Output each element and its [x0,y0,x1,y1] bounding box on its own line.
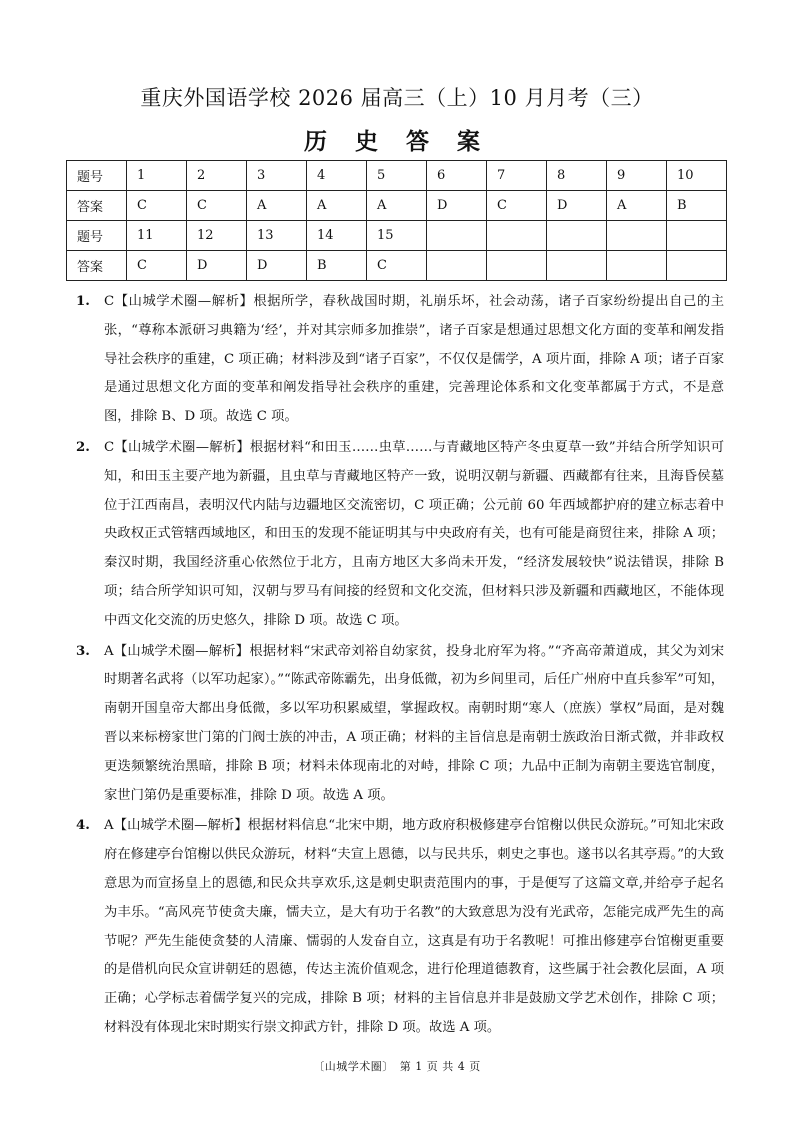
answer-table [66,160,727,281]
table-row [67,191,727,221]
table-cell [427,251,487,281]
table-cell: C [487,191,547,221]
table-cell: C [127,191,187,221]
table-cell: 5 [367,161,427,191]
table-cell: A [367,191,427,221]
explanation-item [76,812,724,1042]
item-text: C【山城学术圈—解析】根据所学，春秋战国时期，礼崩乐坏，社会动荡，诸子百家纷纷提出自己的主张，“尊称本派研习典籍为‘经’，并对其宗师多加推崇”，诸子百家是想通过思想文化方面的变革和阐发指导社会秩序的重建，C 项正确；材料涉及到“诸子百家”，不仅仅是儒学，A 项片面，排除 A 项；诸子百家是通过思想文化方面的变革和阐发指导社会秩序的重建，完善理论体系和文化变革都属于方式，不是意图，排除 B、D 项。故选 C 项。 [104,294,724,425]
table-cell [547,221,607,251]
table-cell: 13 [247,221,307,251]
table-cell: C [367,251,427,281]
table-cell: D [547,191,607,221]
table-cell: 3 [247,161,307,191]
explanation-item [76,288,724,432]
item-number: 2. [76,439,90,455]
table-cell [607,221,667,251]
explanation-item [76,434,724,636]
table-cell: 10 [667,161,727,191]
table-row-header: 答案 [67,251,127,281]
table-cell: 12 [187,221,247,251]
table-cell: C [127,251,187,281]
table-row-header: 题号 [67,221,127,251]
item-number: 1. [76,294,90,309]
table-cell [547,251,607,281]
table-row-header: 题号 [67,161,127,191]
table-cell: 11 [127,221,187,251]
table-cell: 2 [187,161,247,191]
table-cell [667,251,727,281]
table-row [67,161,727,191]
table-cell: 7 [487,161,547,191]
item-text: C【山城学术圈—解析】根据材料“和田玉……虫草……与青藏地区特产冬虫夏草一致”并结合所学知识可知，和田玉主要产地为新疆，且虫草与青藏地区特产一致，说明汉朝与新疆、西藏都有往来，且海昏侯墓位于江西南昌，表明汉代内陆与边疆地区交流密切，C 项正确；公元前 60 年西域都护府的建立标志着中央政权正式管辖西域地区，和田玉的发现不能证明其与中央政府有关，也有可能是商贸往来，排除 A 项；秦汉时期，我国经济重心依然位于北方，且南方地区大多尚未开发，“经济发展较快”说法错误，排除 B 项；结合所学知识可知，汉朝与罗马有间接的经贸和文化交流，但材料只涉及新疆和西藏地区，不能体现中西文化交流的历史悠久，排除 D 项。故选 C 项。 [104,439,724,628]
item-text: A【山城学术圈—解析】根据材料信息“北宋中期，地方政府积极修建亭台馆榭以供民众游玩。”可知北宋政府在修建亭台馆榭以供民众游玩，材料“夫宣上恩德，以与民共乐，刺史之事也。遂书以名其亭焉。”的大致意思为而宣扬皇上的恩德,和民众共享欢乐,这是刺史职责范围内的事，于是便写了这篇文章,并给亭子起名为丰乐。“高风亮节使贪夫廉，懦夫立，是大有功于名教”的大致意思为没有光武帝，怎能完成严先生的高节呢？严先生能使贪婪的人清廉、懦弱的人发奋自立，这真是有功于名教呢！可推出修建亭台馆榭更重要的是借机向民众宣讲朝廷的恩德，传达主流价值观念，进行伦理道德教育，这些属于社会教化层面，A 项正确；心学标志着儒学复兴的完成，排除 B 项；材料的主旨信息并非是鼓励文学艺术创作，排除 C 项；材料没有体现北宋时期实行崇文抑武方针，排除 D 项。故选 A 项。 [104,818,724,1035]
table-cell [427,221,487,251]
table-cell: 9 [607,161,667,191]
table-cell [607,251,667,281]
table-cell: D [427,191,487,221]
table-cell: A [307,191,367,221]
table-cell: 14 [307,221,367,251]
table-cell: A [607,191,667,221]
table-cell: B [307,251,367,281]
table-cell: 4 [307,161,367,191]
page-title: 重庆外国语学校 2026 届高三（上）10 月月考（三） [140,86,654,110]
table-cell: C [187,191,247,221]
table-cell: B [667,191,727,221]
item-number: 4. [76,818,90,834]
table-cell [487,221,547,251]
table-cell: D [187,251,247,281]
table-cell: 8 [547,161,607,191]
page-footer: 〔山城学术圈〕 第 1 页 共 4 页 [313,1060,481,1073]
table-row [67,251,727,281]
table-cell: D [247,251,307,281]
item-text: A【山城学术圈—解析】根据材料“宋武帝刘裕自幼家贫，投身北府军为将。”“齐高帝萧道成，其父为刘宋时期著名武将（以军功起家）。”“陈武帝陈霸先，出身低微，初为乡间里司，后任广州府中直兵参军”可知，南朝开国皇帝大都出身低微，多以军功积累威望，掌握政权。南朝时期“寒人（庶族）掌权”局面，是对魏晋以来标榜家世门第的门阀士族的冲击，A 项正确；材料的主旨信息是南朝士族政治日渐式微，并非政权更迭频繁统治黑暗，排除 B 项；材料未体现南北的对峙，排除 C 项；九品中正制为南朝主要选官制度，家世门第仍是重要标准，排除 D 项。故选 A 项。 [104,643,724,803]
table-cell [667,221,727,251]
table-row-header: 答案 [67,191,127,221]
item-number: 3. [76,643,90,659]
page-subtitle: 历 史 答 案 [303,128,491,155]
table-cell: A [247,191,307,221]
table-cell: 15 [367,221,427,251]
table-cell [487,251,547,281]
table-cell: 1 [127,161,187,191]
explanation-list [76,288,724,1045]
explanation-item [76,638,724,811]
table-cell: 6 [427,161,487,191]
table-row [67,221,727,251]
